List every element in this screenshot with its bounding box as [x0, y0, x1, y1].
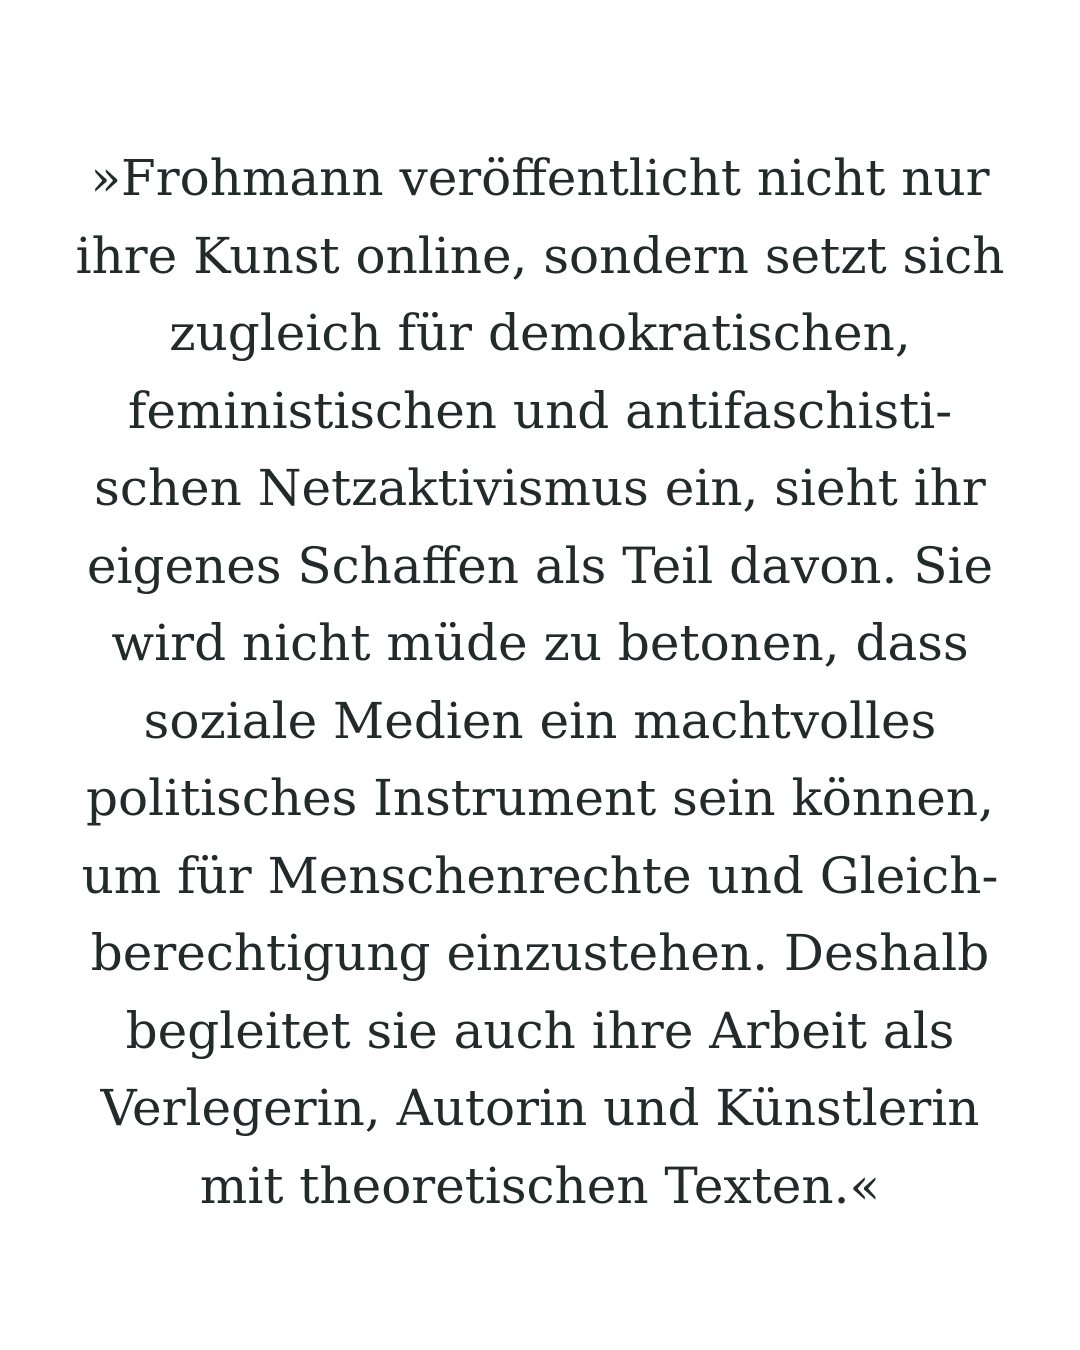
quote-line-11: berechtigung einzustehen. Deshalb	[90, 924, 990, 982]
quote-line-10: um für Menschenrechte und Gleich-	[81, 846, 999, 905]
quote-line-6: eigenes Schaffen als Teil davon. Sie	[86, 536, 994, 595]
quote-line-4: feministischen und antifaschisti-	[127, 381, 953, 440]
quote-text	[40, 140, 1040, 1225]
quote-line-2: ihre Kunst online, sondern setzt sich	[75, 226, 1005, 285]
quote-line-5: schen Netzaktivismus ein, sieht ihr	[94, 459, 986, 517]
quote-line-1: »Frohmann veröffentlicht nicht nur	[90, 149, 990, 207]
quote-line-3: zugleich für demokratischen,	[169, 304, 911, 362]
quote-line-8: soziale Medien ein machtvolles	[143, 691, 937, 750]
quote-line-12: begleitet sie auch ihre Arbeit als	[125, 1001, 955, 1060]
quote-line-13: Verlegerin, Autorin und Künstlerin	[100, 1079, 980, 1137]
quote-line-14: mit theoretischen Texten.«	[199, 1156, 881, 1215]
quote-line-9: politisches Instrument sein können,	[85, 769, 994, 827]
quote-line-7: wird nicht müde zu betonen, dass	[111, 614, 969, 672]
